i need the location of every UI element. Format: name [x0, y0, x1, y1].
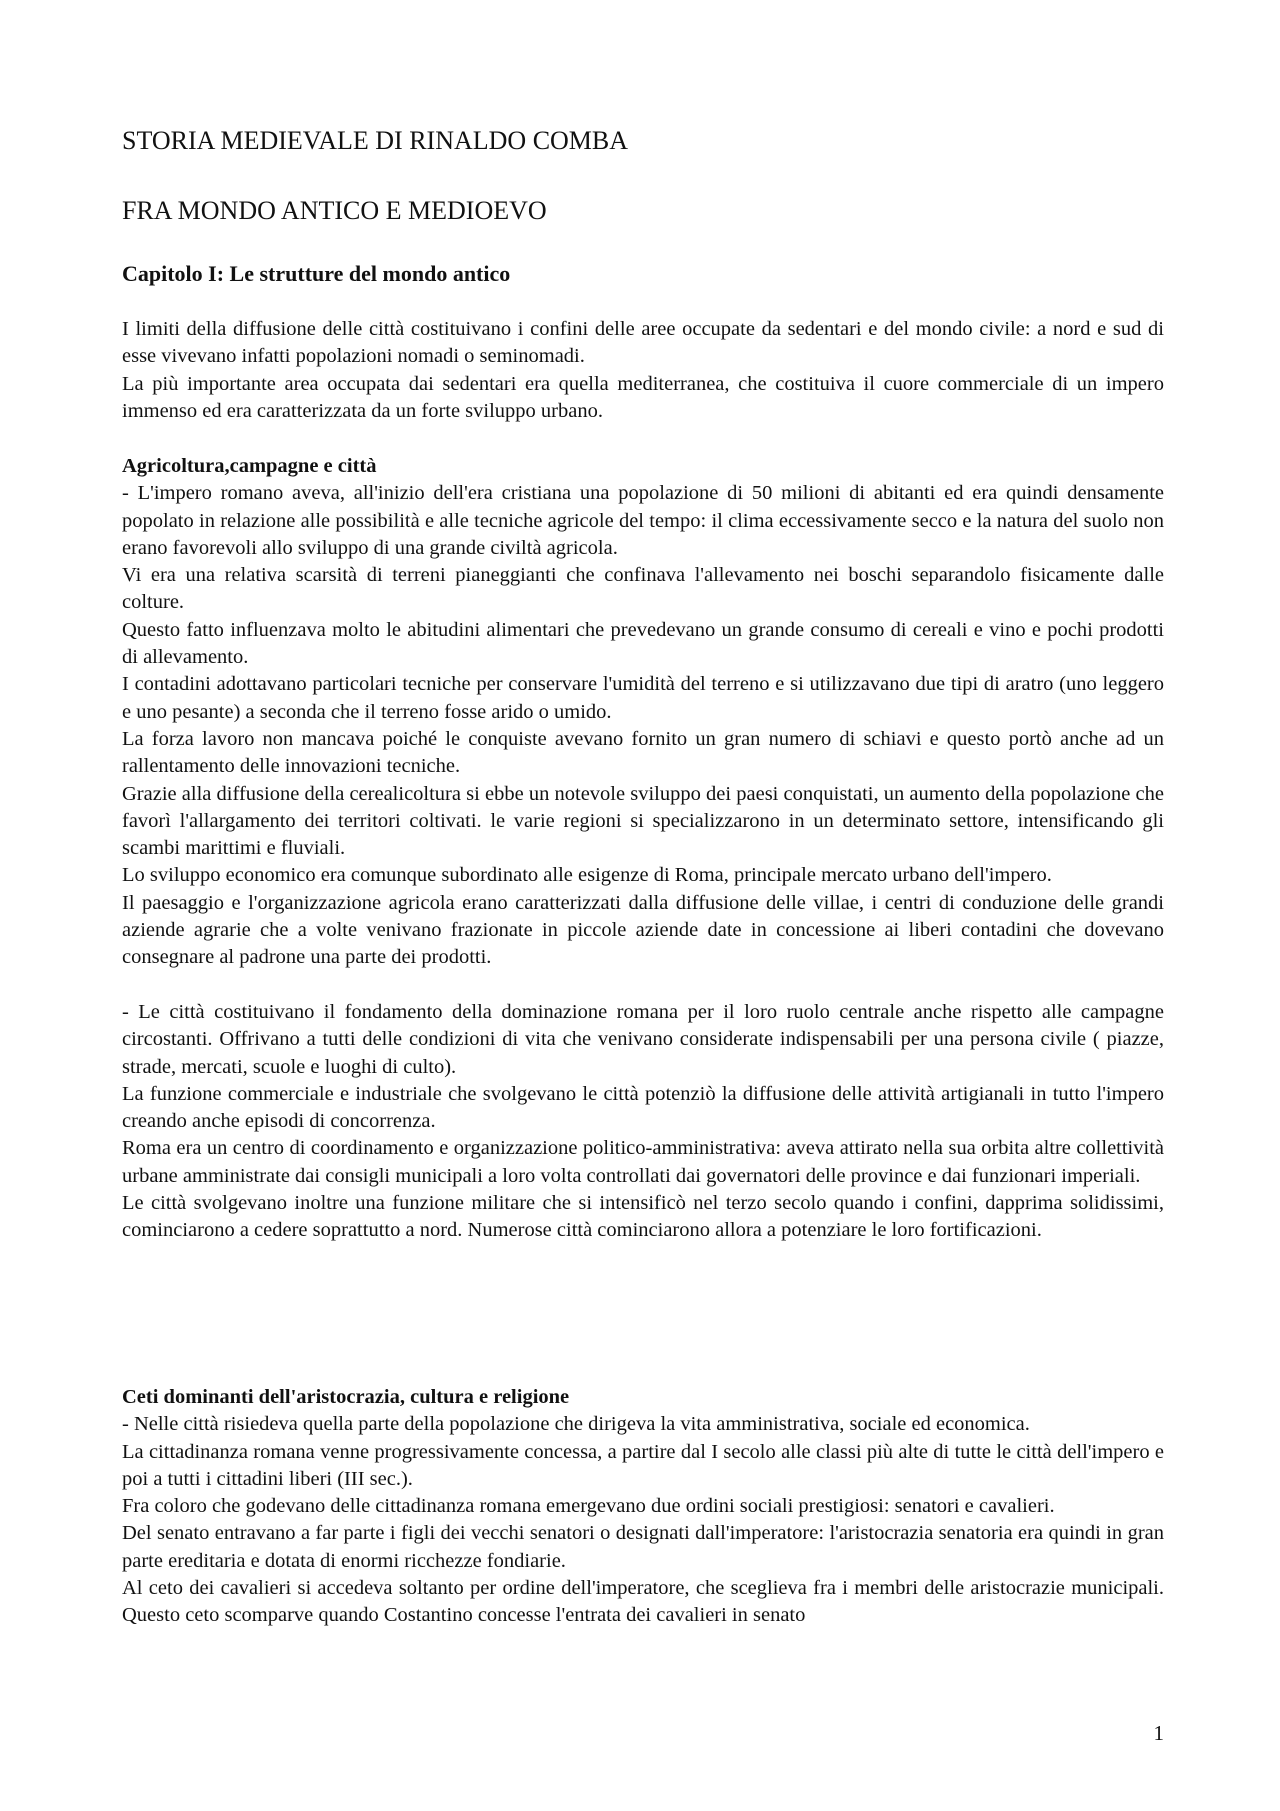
chapter-heading: Capitolo I: Le strutture del mondo antico	[122, 261, 511, 286]
body-paragraph: La funzione commerciale e industriale che svolgevano le città potenziò la diffusione delle attività artigianali in tutto l'impero creando anche episodi di concorrenza.	[122, 1082, 1164, 1133]
body-paragraph: Vi era una relativa scarsità di terreni pianeggianti che confinava l'allevamento nei boschi separandolo fisicamente dalle colture.	[122, 564, 1164, 614]
intro-section	[122, 316, 1164, 425]
body-paragraph: La forza lavoro non mancava poiché le conquiste avevano fornito un gran numero di schiavi e questo portò anche ad un rallentamento delle innovazioni tecniche.	[122, 727, 1164, 778]
body-paragraph: Il paesaggio e l'organizzazione agricola erano caratterizzati dalla diffusione delle villae, i centri di conduzione delle grandi aziende agrarie che a volte venivano frazionate in piccole aziende date in concessione ai liberi contadini che dovevano consegnare al padrone una parte dei prodotti.	[122, 891, 1164, 969]
ceti-section	[122, 1384, 1164, 1630]
body-paragraph: Al ceto dei cavalieri si accedeva soltanto per ordine dell'imperatore, che sceglieva fra i membri delle aristocrazie municipali. Questo ceto scomparve quando Costantino concesse l'entrata dei cavalieri in senato	[122, 1577, 1164, 1627]
body-paragraph: Questo fatto influenzava molto le abitudini alimentari che prevedevano un grande consumo di cereali e vino e pochi prodotti di allevamento.	[122, 618, 1164, 669]
body-paragraph: La cittadinanza romana venne progressivamente concessa, a partire dal I secolo alle classi più alte di tutte le città dell'impero e poi a tutti i cittadini liberi (III sec.).	[122, 1440, 1164, 1490]
body-paragraph: Lo sviluppo economico era comunque subordinato alle esigenze di Roma, principale mercato urbano dell'impero.	[122, 864, 1052, 887]
body-paragraph: Del senato entravano a far parte i figli dei vecchi senatori o designati dall'imperatore: l'aristocrazia senatoria era quindi in gran parte ereditaria e dotata di enormi ricchezze fondiarie.	[122, 1522, 1164, 1572]
body-paragraph: Fra coloro che godevano delle cittadinanza romana emergevano due ordini sociali prestigiosi: senatori e cavalieri.	[122, 1495, 1055, 1518]
agricoltura-section	[122, 453, 1164, 1245]
document-title: STORIA MEDIEVALE DI RINALDO COMBA	[122, 126, 629, 155]
body-paragraph: - Le città costituivano il fondamento della dominazione romana per il loro ruolo centrale anche rispetto alle campagne circostanti. Offrivano a tutti delle condizioni di vita che venivano considerate indispensabili per una persona civile ( piazze, strade, mercati, scuole e luoghi di culto).	[122, 1000, 1164, 1078]
intro-paragraph: La più importante area occupata dai sedentari era quella mediterranea, che costituiva il cuore commerciale di un impero immenso ed era caratterizzata da un forte sviluppo urbano.	[122, 372, 1164, 422]
paragraph-gap	[122, 972, 1164, 999]
section-heading-agricoltura: Agricoltura,campagne e città	[122, 455, 377, 477]
page-number: 1	[1153, 1721, 1164, 1745]
body-paragraph: - Nelle città risiedeva quella parte della popolazione che dirigeva la vita amministrativa, sociale ed economica.	[122, 1413, 1030, 1436]
body-paragraph: - L'impero romano aveva, all'inizio dell'era cristiana una popolazione di 50 milioni di abitanti ed era quindi densamente popolato in relazione alle possibilità e alle tecniche agricole del tempo: il clima eccessivamente secco e la natura del suolo non erano favorevoli allo sviluppo di una grande civiltà agricola.	[122, 482, 1164, 559]
body-paragraph: I contadini adottavano particolari tecniche per conservare l'umidità del terreno e si utilizzavano due tipi di aratro (uno leggero e uno pesante) a seconda che il terreno fosse arido o umido.	[122, 673, 1164, 723]
body-paragraph: Le città svolgevano inoltre una funzione militare che si intensificò nel terzo secolo quando i confini, dapprima solidissimi, cominciarono a cedere soprattutto a nord. Numerose città cominciarono allora a potenziare le loro fortificazioni.	[122, 1192, 1164, 1242]
document-page	[122, 0, 1164, 1811]
body-paragraph: Grazie alla diffusione della cerealicoltura si ebbe un notevole sviluppo dei paesi conquistati, un aumento della popolazione che favorì l'allargamento dei territori coltivati. le varie regioni si specializzarono in un determinato settore, intensificando gli scambi marittimi e fluviali.	[122, 782, 1164, 860]
body-paragraph: Roma era un centro di coordinamento e organizzazione politico-amministrativa: aveva attirato nella sua orbita altre collettività urbane amministrate dai consigli municipali a loro volta controllati dai governatori delle province e dai funzionari imperiali.	[122, 1137, 1164, 1187]
section-heading-ceti: Ceti dominanti dell'aristocrazia, cultura e religione	[122, 1386, 570, 1408]
intro-paragraph: I limiti della diffusione delle città costituivano i confini delle aree occupate da sedentari e del mondo civile: a nord e sud di esse vivevano infatti popolazioni nomadi o seminomadi.	[122, 318, 1164, 368]
document-subtitle: FRA MONDO ANTICO E MEDIOEVO	[122, 196, 547, 225]
